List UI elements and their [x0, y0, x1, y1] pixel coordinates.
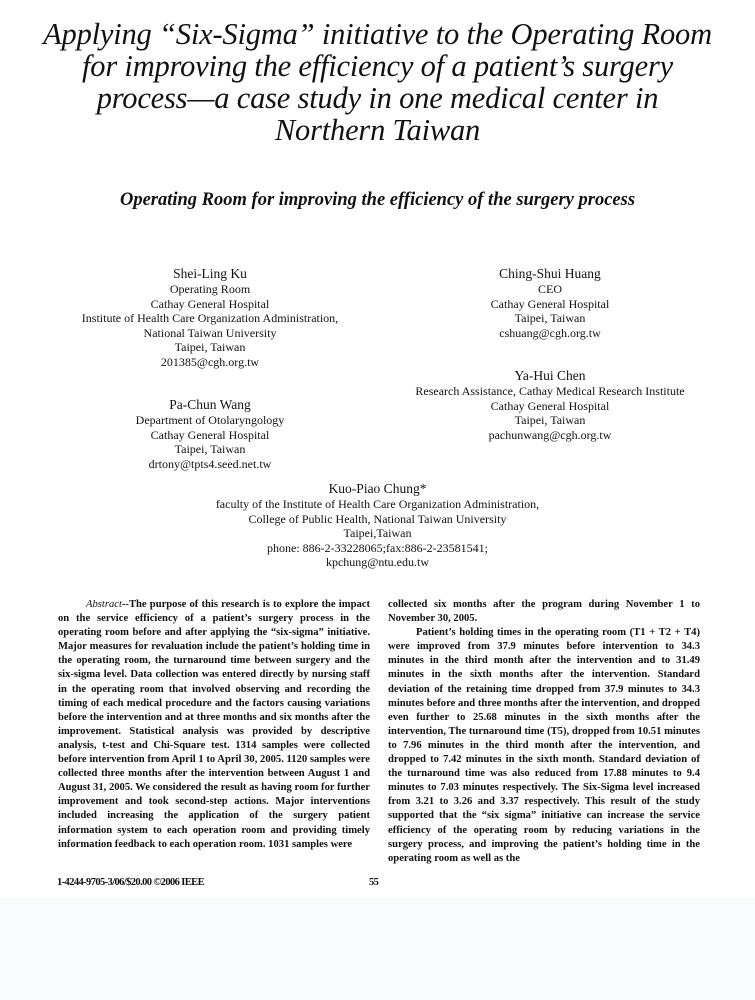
author-location: Taipei, Taiwan	[174, 442, 246, 457]
author-affiliation: Research Assistance, Cathay Medical Research Institute	[415, 384, 685, 398]
abstract-paragraph: collected six months after the program during November 1 to November 30, 2005.	[388, 599, 700, 625]
abstract-separator: --	[121, 599, 129, 610]
abstract-paragraph	[58, 598, 370, 852]
author-email[interactable]: kpchung@ntu.edu.tw	[325, 555, 430, 570]
author-location: Taipei, Taiwan	[174, 340, 246, 355]
author-name: Shei-Ling Ku	[173, 266, 247, 281]
author-role: CEO	[538, 282, 562, 296]
author-location: Taipei,Taiwan	[343, 526, 412, 541]
paper-subtitle: Operating Room for improving the efficiency of the surgery process	[119, 190, 636, 210]
author-affiliation: Cathay General Hospital	[490, 296, 610, 311]
abstract-column-left	[58, 598, 370, 852]
author-block	[395, 266, 705, 340]
author-affiliation: Department of Otolaryngology	[135, 413, 285, 427]
author-affiliation: Cathay General Hospital	[150, 427, 270, 442]
author-name: Kuo-Piao Chung*	[328, 481, 427, 496]
author-affiliation: Cathay General Hospital	[490, 398, 610, 413]
author-block	[395, 368, 705, 442]
author-affiliation: National Taiwan University	[143, 325, 277, 340]
author-affiliation: Operating Room	[169, 282, 251, 296]
paper-title: Applying “Six-Sigma” initiative to the Operating Room for improving the efficiency of a patient’s surgery process—a case study in one medical center in Northern Taiwan	[43, 17, 712, 147]
author-email[interactable]: pachunwang@cgh.org.tw	[488, 427, 612, 442]
author-block	[60, 397, 360, 471]
page-number: 55	[369, 877, 379, 888]
author-location: Taipei, Taiwan	[514, 311, 586, 326]
author-name: Pa-Chun Wang	[169, 397, 251, 412]
author-email[interactable]: drtony@tpts4.seed.net.tw	[148, 456, 272, 471]
author-email[interactable]: 201385@cgh.org.tw	[160, 354, 260, 369]
abstract-label: Abstract	[86, 599, 122, 610]
copyright-notice: 1-4244-9705-3/06/$20.00 ©2006 IEEE	[57, 877, 204, 888]
abstract-text: The purpose of this research is to explore the impact on the service efficiency of a patient’s surgery process in the operating room before and after applying the “six-sigma” initiative. Major measures for revaluation include the patient’s holding time in the operating room, the turnaround time between surgery and the six-sigma level. Data collection was entered directly by nursing staff in the operating room that involved observing and recording the timing of each medical procedure and the factors causing variations before the intervention and at three months and six months after the improvement. Statistical analysis was provided by descriptive analysis, t-test and Chi-Square test. 1314 samples were collected before intervention from April 1 to April 30, 2005. 1120 samples were collected three months after the intervention between August 1 and August 31, 2005. We considered the result as having room for further improvement and took second-step actions. Major interventions included increasing the application of the surgery patient information system to each operation room and providing timely information feedback to each operation room. 1031 samples were	[58, 599, 370, 850]
author-location: Taipei, Taiwan	[514, 413, 586, 428]
author-affiliation: Institute of Health Care Organization Administration,	[81, 311, 339, 326]
author-email[interactable]: cshuang@cgh.org.tw	[499, 325, 601, 340]
author-block	[160, 481, 595, 570]
author-affiliation: faculty of the Institute of Health Care Organization Administration,	[215, 497, 540, 511]
author-affiliation: College of Public Health, National Taiwan University	[248, 511, 507, 526]
author-affiliation: Cathay General Hospital	[150, 296, 270, 311]
author-contact: phone: 886-2-33228065;fax:886-2-23581541;	[267, 540, 488, 555]
abstract-column-right	[388, 598, 700, 866]
author-name: Ya-Hui Chen	[514, 368, 586, 383]
author-block	[60, 266, 360, 370]
author-name: Ching-Shui Huang	[499, 266, 601, 281]
abstract-paragraph: Patient’s holding times in the operating room (T1 + T2 + T4) were improved from 37.9 minutes before intervention to 34.3 minutes in the third month after the intervention and to 31.49 minutes in the sixth months after the intervention. Standard deviation of the retaining time dropped from 37.9 minutes to 34.3 minutes before and three months after the intervention, and dropped even further to 25.68 minutes in the sixth months after the intervention, The turnaround time (T5), dropped from 10.51 minutes to 7.96 minutes in the third month after the intervention, and dropped to 7.42 minutes in the sixth month. Standard deviation of the turnaround time was also reduced from 17.88 minutes to 9.4 minutes to 7.03 minutes respectively. The Six-Sigma level increased from 3.21 to 3.26 and 3.37 respectively. This result of the study supported that the “six sigma” initiative can increase the service efficiency of the operating room by reducing variations in the surgery process, and improving the patient’s holding time in the operating room as well as the	[388, 627, 700, 864]
